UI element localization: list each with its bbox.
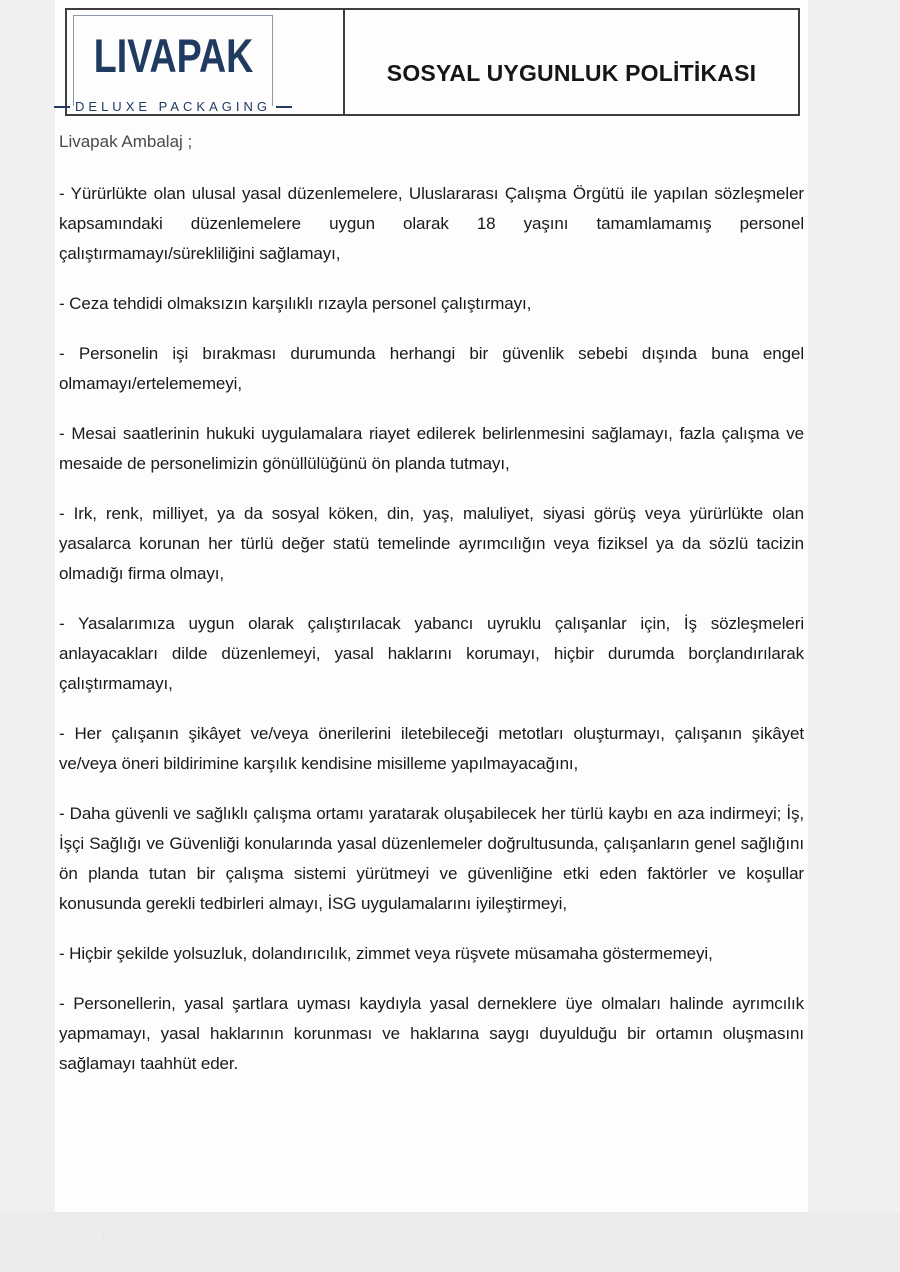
policy-paragraph: - Personelin işi bırakması durumunda herhangi bir güvenlik sebebi dışında buna engel olmamayı/ertelememeyi, — [59, 344, 804, 393]
tagline-left-dash — [54, 106, 70, 108]
logo-cell — [67, 10, 345, 114]
tagline-right-dash — [276, 106, 292, 108]
policy-paragraph: - Mesai saatlerinin hukuki uygulamalara riayet edilerek belirlenmesini sağlamayı, fazla çalışma ve mesaide de personelimizin gönüllülüğünü ön planda tutmayı, — [59, 424, 804, 473]
brand-tagline: DELUXE PACKAGING — [75, 99, 271, 114]
intro-line: Livapak Ambalaj ; — [59, 132, 193, 151]
title-cell — [345, 10, 798, 114]
policy-paragraph: - Ceza tehdidi olmaksızın karşılıklı rızayla personel çalıştırmayı, — [59, 294, 532, 313]
policy-paragraph: - Her çalışanın şikâyet ve/veya önerilerini iletebileceği metotları oluşturmayı, çalışanın şikâyet ve/veya öneri bildirimine karşılık kendisine misilleme yapılmayacağını, — [59, 724, 804, 773]
document-page — [55, 0, 808, 1212]
policy-paragraph: - Daha güvenli ve sağlıklı çalışma ortamı yaratarak oluşabilecek her türlü kaybı en aza indirmeyi; İş, İşçi Sağlığı ve Güvenliği konularında yasal düzenlemeler doğrultusunda, çalışanların genel sağlığını ön planda tutan bir çalışma sistemi yürütmeyi ve güvenliğine etki eden faktörler ve koşullar konusunda gerekli tedbirleri almayı, İSG uygulamalarını iyileştirmeyi, — [59, 804, 804, 913]
policy-paragraph: - Yürürlükte olan ulusal yasal düzenlemelere, Uluslararası Çalışma Örgütü ile yapılan sözleşmeler kapsamındaki düzenlemelere uygun olarak 18 yaşını tamamlamamış personel çalıştırmamayı/sürekliliğini sağlamayı, — [59, 184, 804, 263]
brand-wordmark: LIVAPAK — [93, 29, 254, 82]
document-body — [59, 129, 804, 1079]
policy-paragraph: - Irk, renk, milliyet, ya da sosyal köken, din, yaş, maluliyet, siyasi görüş veya yürürlükte olan yasalarca korunan her türlü değer statü temelinde ayrımcılığın veya fiziksel ya da sözlü tacizin olmadığı firma olmayı, — [59, 504, 804, 583]
document-title: SOSYAL UYGUNLUK POLİTİKASI — [386, 59, 757, 86]
policy-paragraph: - Yasalarımıza uygun olarak çalıştırılacak yabancı uyruklu çalışanlar için, İş sözleşmeleri anlayacakları dilde düzenlemeyi, yasal haklarını korumayı, hiçbir durumda borçlandırılarak çalıştırmamayı, — [59, 614, 804, 693]
logo-tagline-row — [73, 99, 273, 114]
company-logo — [73, 15, 273, 114]
document-header — [65, 8, 800, 116]
policy-paragraph: - Hiçbir şekilde yolsuzluk, dolandırıcılık, zimmet veya rüşvete müsamaha göstermemeyi, — [59, 944, 713, 963]
policy-paragraph: - Personellerin, yasal şartlara uyması kaydıyla yasal derneklere üye olmaları halinde ayrımcılık yapmamayı, yasal haklarının korunması ve haklarına saygı duyulduğu bir ortamın oluşmasını sağlamayı taahhüt eder. — [59, 994, 804, 1073]
scan-noise-band — [0, 1212, 900, 1272]
